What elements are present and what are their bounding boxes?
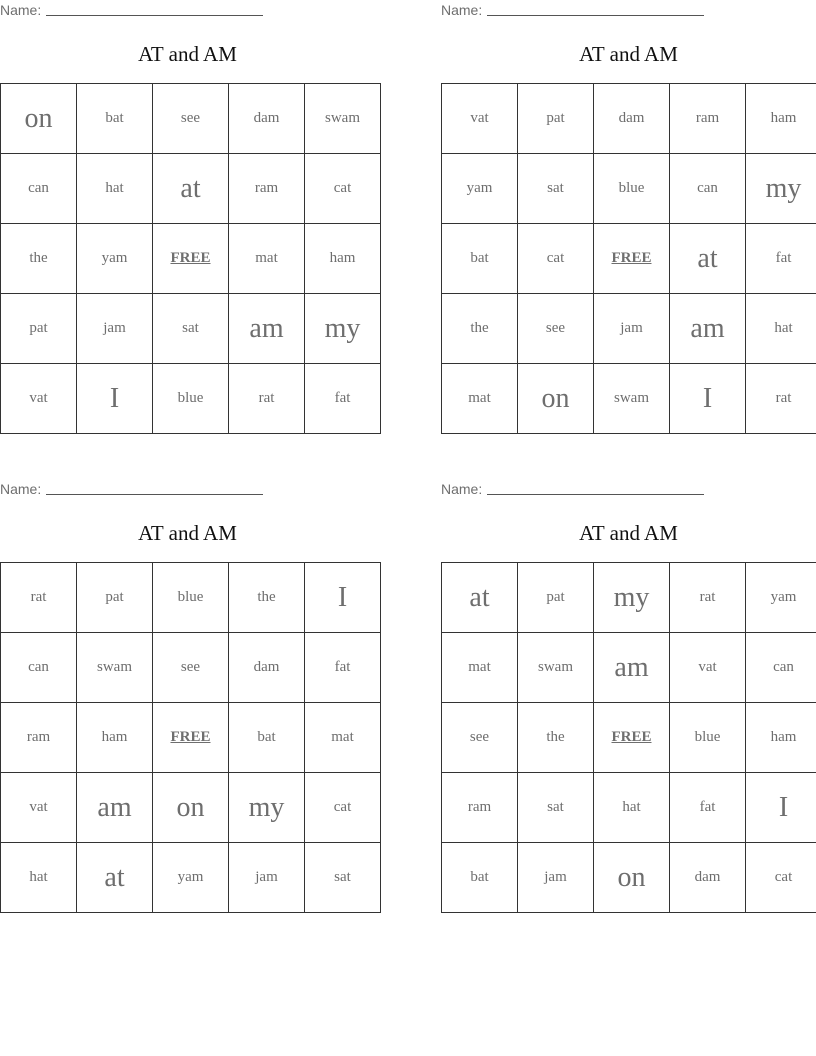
grid-cell: ham <box>746 703 816 773</box>
grid-cell: yam <box>77 224 153 294</box>
grid-cell: am <box>594 633 670 703</box>
grid-cell: blue <box>153 563 229 633</box>
grid-cell: at <box>670 224 746 294</box>
grid-cell: ham <box>77 703 153 773</box>
grid-cell: my <box>746 154 816 224</box>
grid-row <box>442 84 816 154</box>
bingo-grid <box>441 83 816 434</box>
grid-cell: cat <box>518 224 594 294</box>
grid-cell: ram <box>670 84 746 154</box>
grid-cell: my <box>229 773 305 843</box>
grid-cell: dam <box>229 84 305 154</box>
grid-cell: fat <box>746 224 816 294</box>
grid-cell: swam <box>77 633 153 703</box>
grid-cell: jam <box>77 294 153 364</box>
free-space: FREE <box>153 703 229 773</box>
card-title: AT and AM <box>138 521 237 545</box>
grid-cell: the <box>1 224 77 294</box>
grid-cell: pat <box>1 294 77 364</box>
grid-row <box>442 224 816 294</box>
grid-cell: can <box>1 154 77 224</box>
grid-cell: see <box>518 294 594 364</box>
name-label: Name: <box>441 2 483 18</box>
bingo-card-4 <box>441 479 816 913</box>
bingo-grid <box>0 83 381 434</box>
grid-cell: at <box>77 843 153 913</box>
grid-cell: yam <box>442 154 518 224</box>
grid-cell: my <box>594 563 670 633</box>
grid-row <box>1 224 381 294</box>
grid-row <box>442 843 816 913</box>
grid-cell: ram <box>1 703 77 773</box>
free-space: FREE <box>594 703 670 773</box>
bingo-card-1 <box>0 0 375 434</box>
grid-cell: at <box>153 154 229 224</box>
grid-row <box>1 154 381 224</box>
grid-cell: am <box>670 294 746 364</box>
grid-cell: sat <box>305 843 381 913</box>
grid-cell: am <box>229 294 305 364</box>
grid-cell: jam <box>229 843 305 913</box>
grid-cell: vat <box>1 364 77 434</box>
grid-cell: at <box>442 563 518 633</box>
grid-cell: vat <box>442 84 518 154</box>
bingo-card-3 <box>0 479 375 913</box>
grid-cell: cat <box>305 154 381 224</box>
grid-row <box>1 364 381 434</box>
grid-cell: see <box>153 84 229 154</box>
grid-cell: bat <box>229 703 305 773</box>
grid-cell: swam <box>518 633 594 703</box>
name-label: Name: <box>0 2 42 18</box>
grid-cell: ham <box>305 224 381 294</box>
grid-row <box>1 773 381 843</box>
grid-cell: I <box>670 364 746 434</box>
grid-cell: dam <box>229 633 305 703</box>
name-blank-line <box>46 15 263 16</box>
grid-cell: my <box>305 294 381 364</box>
name-label: Name: <box>441 481 483 497</box>
grid-cell: see <box>442 703 518 773</box>
grid-row <box>1 843 381 913</box>
grid-cell: pat <box>518 84 594 154</box>
grid-cell: jam <box>518 843 594 913</box>
grid-cell: yam <box>153 843 229 913</box>
grid-cell: mat <box>442 364 518 434</box>
grid-cell: blue <box>670 703 746 773</box>
grid-cell: vat <box>1 773 77 843</box>
name-blank-line <box>46 494 263 495</box>
grid-cell: the <box>229 563 305 633</box>
grid-cell: see <box>153 633 229 703</box>
grid-cell: cat <box>305 773 381 843</box>
grid-row <box>442 633 816 703</box>
grid-cell: ram <box>229 154 305 224</box>
grid-row <box>442 563 816 633</box>
grid-cell: can <box>746 633 816 703</box>
grid-cell: blue <box>153 364 229 434</box>
grid-cell: ham <box>746 84 816 154</box>
grid-cell: on <box>594 843 670 913</box>
grid-cell: vat <box>670 633 746 703</box>
grid-row <box>1 703 381 773</box>
bingo-grid <box>441 562 816 913</box>
grid-cell: ram <box>442 773 518 843</box>
grid-cell: the <box>518 703 594 773</box>
grid-cell: jam <box>594 294 670 364</box>
bingo-grid <box>0 562 381 913</box>
name-label: Name: <box>0 481 42 497</box>
card-title: AT and AM <box>138 42 237 66</box>
grid-cell: fat <box>305 364 381 434</box>
grid-cell: mat <box>305 703 381 773</box>
free-space: FREE <box>594 224 670 294</box>
grid-row <box>1 563 381 633</box>
grid-cell: sat <box>518 154 594 224</box>
grid-cell: on <box>1 84 77 154</box>
grid-cell: pat <box>518 563 594 633</box>
free-space: FREE <box>153 224 229 294</box>
grid-cell: sat <box>153 294 229 364</box>
grid-cell: rat <box>229 364 305 434</box>
grid-cell: hat <box>594 773 670 843</box>
grid-row <box>1 294 381 364</box>
card-title: AT and AM <box>579 521 678 545</box>
grid-row <box>442 154 816 224</box>
grid-cell: sat <box>518 773 594 843</box>
grid-cell: bat <box>442 843 518 913</box>
grid-row <box>1 84 381 154</box>
grid-row <box>442 773 816 843</box>
name-blank-line <box>487 15 704 16</box>
grid-cell: on <box>518 364 594 434</box>
grid-cell: dam <box>594 84 670 154</box>
grid-cell: the <box>442 294 518 364</box>
grid-cell: swam <box>594 364 670 434</box>
name-blank-line <box>487 494 704 495</box>
grid-cell: fat <box>305 633 381 703</box>
grid-cell: can <box>1 633 77 703</box>
bingo-card-2 <box>441 0 816 434</box>
grid-cell: I <box>746 773 816 843</box>
grid-row <box>1 633 381 703</box>
grid-cell: I <box>77 364 153 434</box>
grid-cell: am <box>77 773 153 843</box>
card-title: AT and AM <box>579 42 678 66</box>
grid-cell: yam <box>746 563 816 633</box>
grid-cell: rat <box>1 563 77 633</box>
grid-cell: bat <box>442 224 518 294</box>
grid-row <box>442 364 816 434</box>
grid-cell: hat <box>746 294 816 364</box>
grid-cell: rat <box>670 563 746 633</box>
grid-cell: blue <box>594 154 670 224</box>
grid-cell: hat <box>1 843 77 913</box>
grid-cell: mat <box>442 633 518 703</box>
grid-cell: pat <box>77 563 153 633</box>
grid-cell: cat <box>746 843 816 913</box>
grid-cell: fat <box>670 773 746 843</box>
grid-cell: dam <box>670 843 746 913</box>
grid-cell: rat <box>746 364 816 434</box>
grid-row <box>442 703 816 773</box>
grid-cell: mat <box>229 224 305 294</box>
grid-cell: on <box>153 773 229 843</box>
grid-cell: hat <box>77 154 153 224</box>
grid-cell: I <box>305 563 381 633</box>
grid-cell: bat <box>77 84 153 154</box>
grid-cell: swam <box>305 84 381 154</box>
grid-row <box>442 294 816 364</box>
grid-cell: can <box>670 154 746 224</box>
